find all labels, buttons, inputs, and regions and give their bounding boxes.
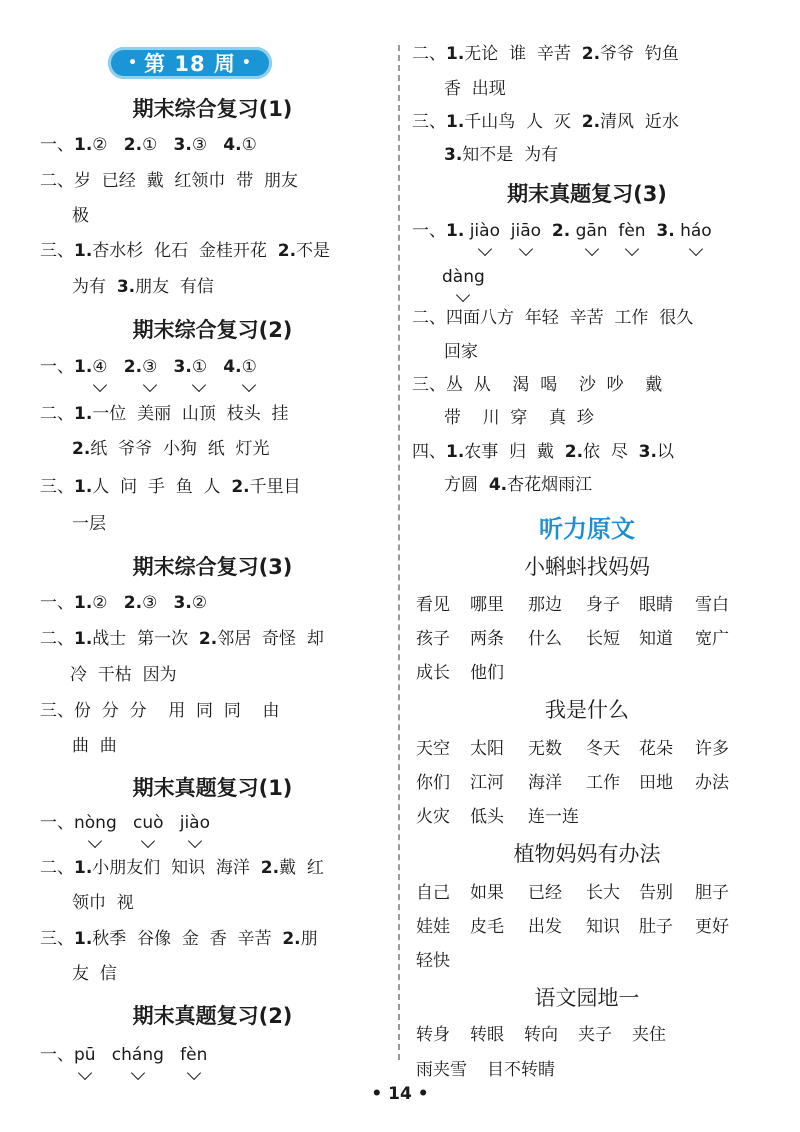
vocab-word: 已经 (528, 883, 562, 903)
answer-line: 曲 曲 (72, 736, 117, 756)
vocab-word: 告别 (639, 883, 673, 903)
page-number: • 14 • (371, 1084, 429, 1104)
answer-line: 三、1.秋季 谷像 金 香 辛苦 2.朋 (40, 929, 318, 949)
answer-line: 一、nòng cuò jiào (40, 813, 210, 833)
answer-line: 一、1.② 2.③ 3.② (40, 593, 208, 613)
vocab-word: 你们 (416, 773, 450, 793)
vocab-word: 更好 (695, 917, 729, 937)
answer-line: 3.知不是 为有 (444, 145, 559, 165)
answer-line: 一、1. jiào jiāo 2. gān fèn 3. háo (412, 221, 712, 241)
column-divider (398, 45, 400, 1060)
vocab-word: 连一连 (528, 807, 579, 827)
vocab-word: 自己 (416, 883, 450, 903)
vocab-word: 看见 (416, 595, 450, 615)
vocab-word: 目不转睛 (487, 1060, 555, 1080)
story-title: 植物妈妈有办法 (513, 842, 661, 866)
vocab-word: 宽广 (695, 629, 729, 649)
vocab-word: 知道 (639, 629, 673, 649)
answer-line: 二、1.战士 第一次 2.邻居 奇怪 却 (40, 629, 324, 649)
vocab-word: 雪白 (695, 595, 729, 615)
answer-line: 二、岁 已经 戴 红领巾 带 朋友 (40, 171, 299, 191)
vocab-word: 办法 (695, 773, 729, 793)
vocab-word: 知识 (586, 917, 620, 937)
week-badge: • 第 18 周 • (108, 47, 272, 79)
vocab-word: 火灾 (416, 807, 450, 827)
vocab-word: 田地 (639, 773, 673, 793)
section-title: 期末真题复习(3) (507, 182, 667, 206)
answer-line: 三、1.千山鸟 人 灭 2.清风 近水 (412, 112, 679, 132)
answer-line: 一、1.② 2.① 3.③ 4.① (40, 135, 257, 155)
vocab-word: 江河 (470, 773, 504, 793)
section-title: 期末真题复习(2) (132, 1004, 293, 1028)
vocab-word: 转眼 (470, 1025, 504, 1045)
vocab-word: 身子 (586, 595, 620, 615)
vocab-word: 无数 (528, 739, 562, 759)
vocab-word: 哪里 (470, 595, 504, 615)
vocab-word: 夹住 (632, 1025, 666, 1045)
vocab-word: 出发 (528, 917, 562, 937)
answer-line: 三、丛 从 渴 喝 沙 吵 戴 (412, 375, 663, 395)
vocab-word: 雨夹雪 (416, 1060, 467, 1080)
vocab-word: 花朵 (639, 739, 673, 759)
answer-line: 2.纸 爷爷 小狗 纸 灯光 (72, 439, 270, 459)
answer-line: 香 出现 (444, 79, 506, 99)
vocab-word: 成长 (416, 663, 450, 683)
answer-line: 三、1.杏水杉 化石 金桂开花 2.不是 (40, 241, 331, 261)
vocab-word: 转身 (416, 1025, 450, 1045)
vocab-word: 两条 (470, 629, 504, 649)
answer-line: 三、1.人 问 手 鱼 人 2.千里目 (40, 477, 301, 497)
answer-line: 四、1.农事 归 戴 2.依 尽 3.以 (412, 442, 674, 462)
vocab-word: 肚子 (639, 917, 673, 937)
story-title: 语文园地一 (534, 986, 640, 1010)
story-title: 小蝌蚪找妈妈 (524, 555, 650, 579)
vocab-word: 低头 (470, 807, 504, 827)
answer-line: 带 川 穿 真 珍 (444, 408, 594, 428)
vocab-word: 长短 (586, 629, 620, 649)
vocab-word: 如果 (470, 883, 504, 903)
vocab-word: 孩子 (416, 629, 450, 649)
answer-line: 三、份 分 分 用 同 同 由 (40, 701, 280, 721)
answer-line: 极 (72, 206, 89, 226)
vocab-word: 娃娃 (416, 917, 450, 937)
vocab-word: 那边 (528, 595, 562, 615)
answer-line: 一层 (72, 514, 106, 534)
vocab-word: 冬天 (586, 739, 620, 759)
vocab-word: 轻快 (416, 951, 450, 971)
vocab-word: 什么 (528, 629, 562, 649)
vocab-word: 海洋 (528, 773, 562, 793)
section-title: 期末综合复习(1) (132, 97, 293, 121)
answer-line: 回家 (444, 342, 478, 362)
listening-title: 听力原文 (539, 515, 635, 543)
vocab-word: 夹子 (578, 1025, 612, 1045)
vocab-word: 皮毛 (470, 917, 504, 937)
vocab-word: 他们 (470, 663, 504, 683)
story-title: 我是什么 (545, 698, 629, 722)
vocab-word: 长大 (586, 883, 620, 903)
vocab-word: 许多 (695, 739, 729, 759)
answer-line: 二、四面八方 年轻 辛苦 工作 很久 (412, 308, 694, 328)
answer-line: 方圆 4.杏花烟雨江 (444, 475, 593, 495)
answer-line: 一、1.④ 2.③ 3.① 4.① (40, 357, 257, 377)
answer-line: 冷 干枯 因为 (70, 665, 177, 685)
answer-line: 一、pū cháng fèn (40, 1045, 208, 1065)
vocab-word: 太阳 (470, 739, 504, 759)
answer-line: 领巾 视 (72, 893, 134, 913)
section-title: 期末真题复习(1) (132, 776, 293, 800)
answer-line: 友 信 (72, 964, 117, 984)
section-title: 期末综合复习(3) (132, 555, 293, 579)
vocab-word: 转向 (524, 1025, 558, 1045)
vocab-word: 工作 (586, 773, 620, 793)
answer-line: 二、1.无论 谁 辛苦 2.爷爷 钓鱼 (412, 44, 679, 64)
vocab-word: 天空 (416, 739, 450, 759)
section-title: 期末综合复习(2) (132, 318, 293, 342)
answer-line: 为有 3.朋友 有信 (72, 277, 214, 297)
answer-line: dàng (442, 267, 485, 287)
answer-line: 二、1.小朋友们 知识 海洋 2.戴 红 (40, 858, 324, 878)
vocab-word: 眼睛 (639, 595, 673, 615)
answer-line: 二、1.一位 美丽 山顶 枝头 挂 (40, 404, 289, 424)
vocab-word: 胆子 (695, 883, 729, 903)
